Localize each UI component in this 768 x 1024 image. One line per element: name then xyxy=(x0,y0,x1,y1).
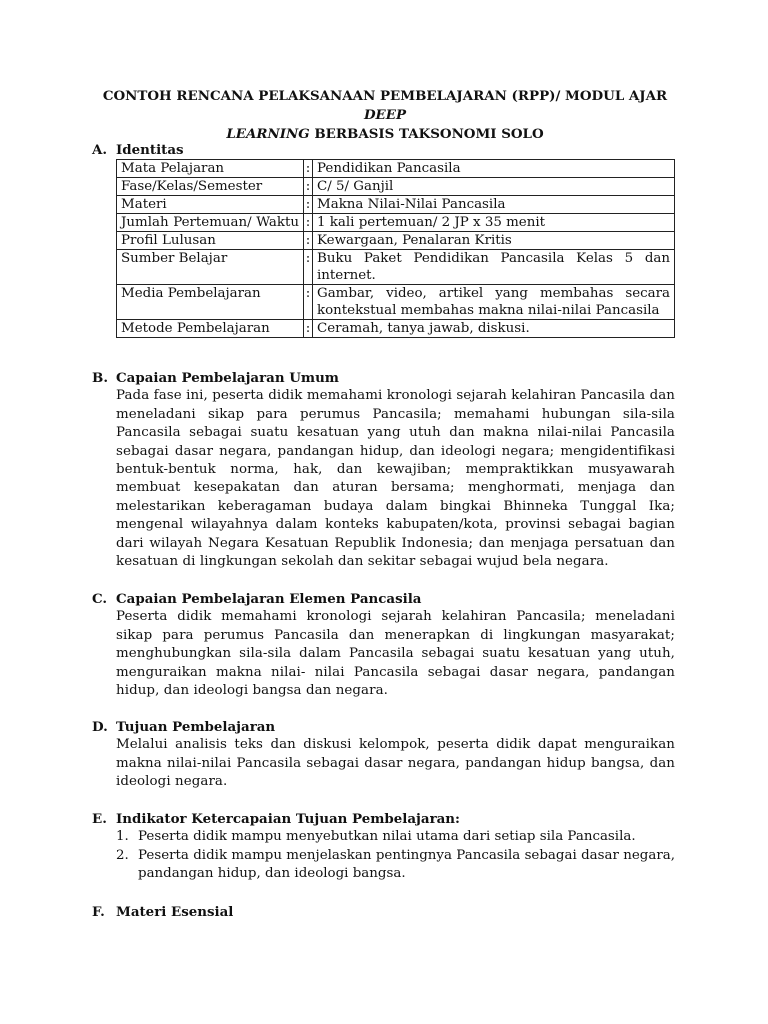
row-value: C/ 5/ Ganjil xyxy=(313,178,675,196)
row-colon: : xyxy=(304,196,313,214)
row-value: Gambar, video, artikel yang membahas secara kontekstual membahas makna nilai-nilai Pancasila xyxy=(313,285,675,320)
row-colon: : xyxy=(304,320,313,338)
row-value: Buku Paket Pendidikan Pancasila Kelas 5 dan internet. xyxy=(313,250,675,285)
table-row xyxy=(117,320,675,338)
identity-table xyxy=(116,159,675,338)
section-letter: B. xyxy=(92,370,108,386)
row-colon: : xyxy=(304,160,313,178)
row-value: Ceramah, tanya jawab, diskusi. xyxy=(313,320,675,338)
row-key: Fase/Kelas/Semester xyxy=(117,178,304,196)
row-colon: : xyxy=(304,250,313,285)
section-letter: F. xyxy=(92,904,105,920)
row-value: Pendidikan Pancasila xyxy=(313,160,675,178)
list-number: 1. xyxy=(116,829,129,845)
section-title: Capaian Pembelajaran Elemen Pancasila xyxy=(116,591,422,607)
row-colon: : xyxy=(304,214,313,232)
section-letter: D. xyxy=(92,719,108,735)
table-row xyxy=(117,285,675,320)
section-letter: E. xyxy=(92,811,107,827)
row-key: Metode Pembelajaran xyxy=(117,320,304,338)
document-title xyxy=(90,87,680,144)
section-heading xyxy=(92,810,675,828)
section-heading xyxy=(92,718,675,736)
table-row xyxy=(117,250,675,285)
title-text-2: BERBASIS TAKSONOMI SOLO xyxy=(309,126,544,142)
table-row xyxy=(117,232,675,250)
section-title: Tujuan Pembelajaran xyxy=(116,719,276,735)
row-key: Profil Lulusan xyxy=(117,232,304,250)
row-key: Media Pembelajaran xyxy=(117,285,304,320)
section-heading xyxy=(92,903,675,921)
section-identitas xyxy=(92,141,675,338)
section-title: Capaian Pembelajaran Umum xyxy=(116,370,339,386)
section-capaian-elemen xyxy=(92,590,675,700)
section-tujuan xyxy=(92,718,675,792)
section-title: Indikator Ketercapaian Tujuan Pembelajaran: xyxy=(116,811,460,827)
table-row xyxy=(117,160,675,178)
row-colon: : xyxy=(304,178,313,196)
section-title: Identitas xyxy=(116,142,184,158)
title-text-1: CONTOH RENCANA PELAKSANAAN PEMBELAJARAN (RPP)/ MODUL AJAR xyxy=(102,88,668,104)
section-indikator xyxy=(92,810,675,884)
table-row xyxy=(117,214,675,232)
section-materi xyxy=(92,903,675,921)
row-value: 1 kali pertemuan/ 2 JP x 35 menit xyxy=(313,214,675,232)
section-letter: A. xyxy=(92,142,108,158)
row-value: Makna Nilai-Nilai Pancasila xyxy=(313,196,675,214)
section-heading xyxy=(92,590,675,608)
title-italic-1: DEEP xyxy=(363,107,407,123)
row-value: Kewargaan, Penalaran Kritis xyxy=(313,232,675,250)
table-row xyxy=(117,178,675,196)
list-text: Peserta didik mampu menjelaskan pentingnya Pancasila sebagai dasar negara, pandangan hidup, dan ideologi bangsa. xyxy=(138,847,675,882)
section-letter: C. xyxy=(92,591,108,607)
section-title: Materi Esensial xyxy=(116,904,234,920)
title-line-1 xyxy=(90,87,680,125)
section-paragraph: Peserta didik memahami kronologi sejarah kelahiran Pancasila; meneladani sikap para perumus Pancasila dan menerapkan di lingkungan masyarakat; menghubungkan sila-sila dalam Pancasila sebagai suatu kesatuan yang utuh, menguraikan makna nilai- nilai Pancasila sebagai dasar negara, pandangan hidup, dan ideologi bangsa dan negara. xyxy=(116,609,675,699)
list-text: Peserta didik mampu menyebutkan nilai utama dari setiap sila Pancasila. xyxy=(138,829,636,845)
section-paragraph: Melalui analisis teks dan diskusi kelompok, peserta didik dapat menguraikan makna nilai-nilai Pancasila sebagai dasar negara, pandangan hidup bangsa, dan ideologi negara. xyxy=(116,737,675,790)
row-key: Mata Pelajaran xyxy=(117,160,304,178)
section-paragraph: Pada fase ini, peserta didik memahami kronologi sejarah kelahiran Pancasila dan meneladani sikap para perumus Pancasila; memahami hubungan sila-sila Pancasila sebagai suatu kesatuan yang utuh dan makna nilai-nilai Pancasila sebagai dasar negara, pandangan hidup, dan ideologi negara; mengidentifikasi bentuk-bentuk norma, hak, dan kewajiban; mempraktikkan musyawarah membuat kesepakatan dan aturan bersama; menghormati, menjaga dan melestarikan keberagaman budaya dalam bingkai Bhinneka Tunggal Ika; mengenal wilayahnya dalam konteks kabupaten/kota, provinsi sebagai bagian dari wilayah Negara Kesatuan Republik Indonesia; dan menjaga persatuan dan kesatuan di lingkungan sekolah dan sekitar sebagai wujud bela negara. xyxy=(116,388,675,570)
list-item xyxy=(116,847,675,884)
list-number: 2. xyxy=(116,847,129,863)
list-item xyxy=(116,828,675,846)
row-key: Sumber Belajar xyxy=(117,250,304,285)
row-key: Jumlah Pertemuan/ Waktu xyxy=(117,214,304,232)
indicator-list xyxy=(116,828,675,883)
title-italic-2: LEARNING xyxy=(226,126,310,142)
row-colon: : xyxy=(304,232,313,250)
section-heading xyxy=(92,141,675,159)
section-capaian-umum xyxy=(92,369,675,571)
section-heading xyxy=(92,369,675,387)
row-colon: : xyxy=(304,285,313,320)
table-row xyxy=(117,196,675,214)
row-key: Materi xyxy=(117,196,304,214)
